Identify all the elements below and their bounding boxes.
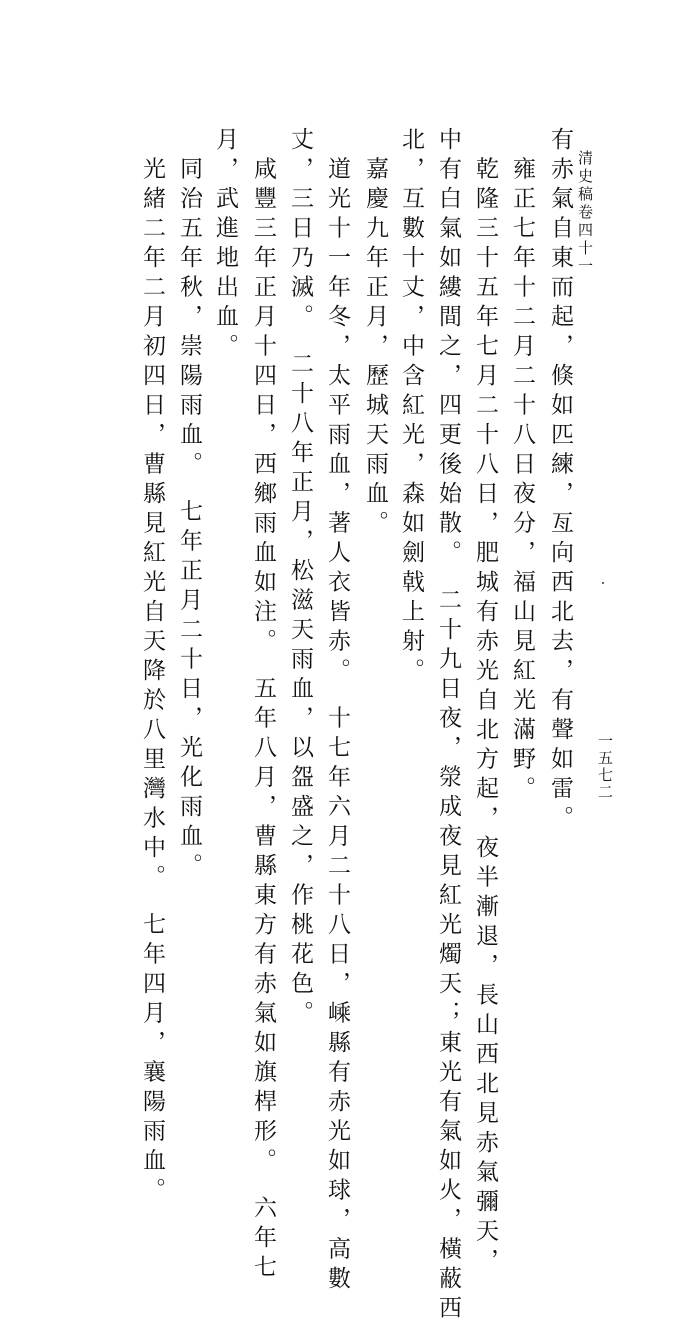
text-column-4: 中有白氣如縷間之，四更後始散。 二十九日夜，滎成夜見紅光燭天；東光有氣如火，橫蔽西 <box>435 127 461 1325</box>
text-column-12: 光緒二年二月初四日，曹縣見紅光自天降於八里灣水中。 七年四月，襄陽雨血。 <box>139 127 165 1207</box>
running-title: 清史稿卷四十一 <box>576 150 594 276</box>
text-column-7: 道光十一年冬，太平雨血，著人衣皆赤。 十七年六月二十八日，嵊縣有赤光如球，高數 <box>324 127 350 1296</box>
text-column-6: 嘉慶九年正月，歷城天雨血。 <box>362 127 388 540</box>
text-column-11: 同治五年秋，崇陽雨血。 七年正月二十日，光化雨血。 <box>176 127 202 883</box>
text-column-3: 乾隆三十五年七月二十八日，肥城有赤光自北方起，夜半漸退，長山西北見赤氣彌天， <box>472 127 498 1278</box>
text-column-5: 北，互數十丈，中含紅光，森如劍戟上射。 <box>398 127 424 688</box>
text-column-1: 有赤氣自東而起，倏如匹練，亙向西北去，有聲如雷。 <box>547 127 573 835</box>
scan-speck <box>602 582 604 584</box>
text-column-9: 咸豐三年正月十四日，西鄉雨血如注。 五年八月，曹縣東方有赤氣如旗桿形。 六年七 <box>250 127 276 1284</box>
text-column-2: 雍正七年十二月二十八日夜分，福山見紅光滿野。 <box>509 127 535 806</box>
text-column-8: 丈，三日乃滅。 二十八年正月，松滋天雨血，以盌盛之，作桃花色。 <box>287 127 313 1030</box>
text-column-10: 月，武進地出血。 <box>212 127 238 363</box>
page-number: 一五七二 <box>596 733 614 801</box>
